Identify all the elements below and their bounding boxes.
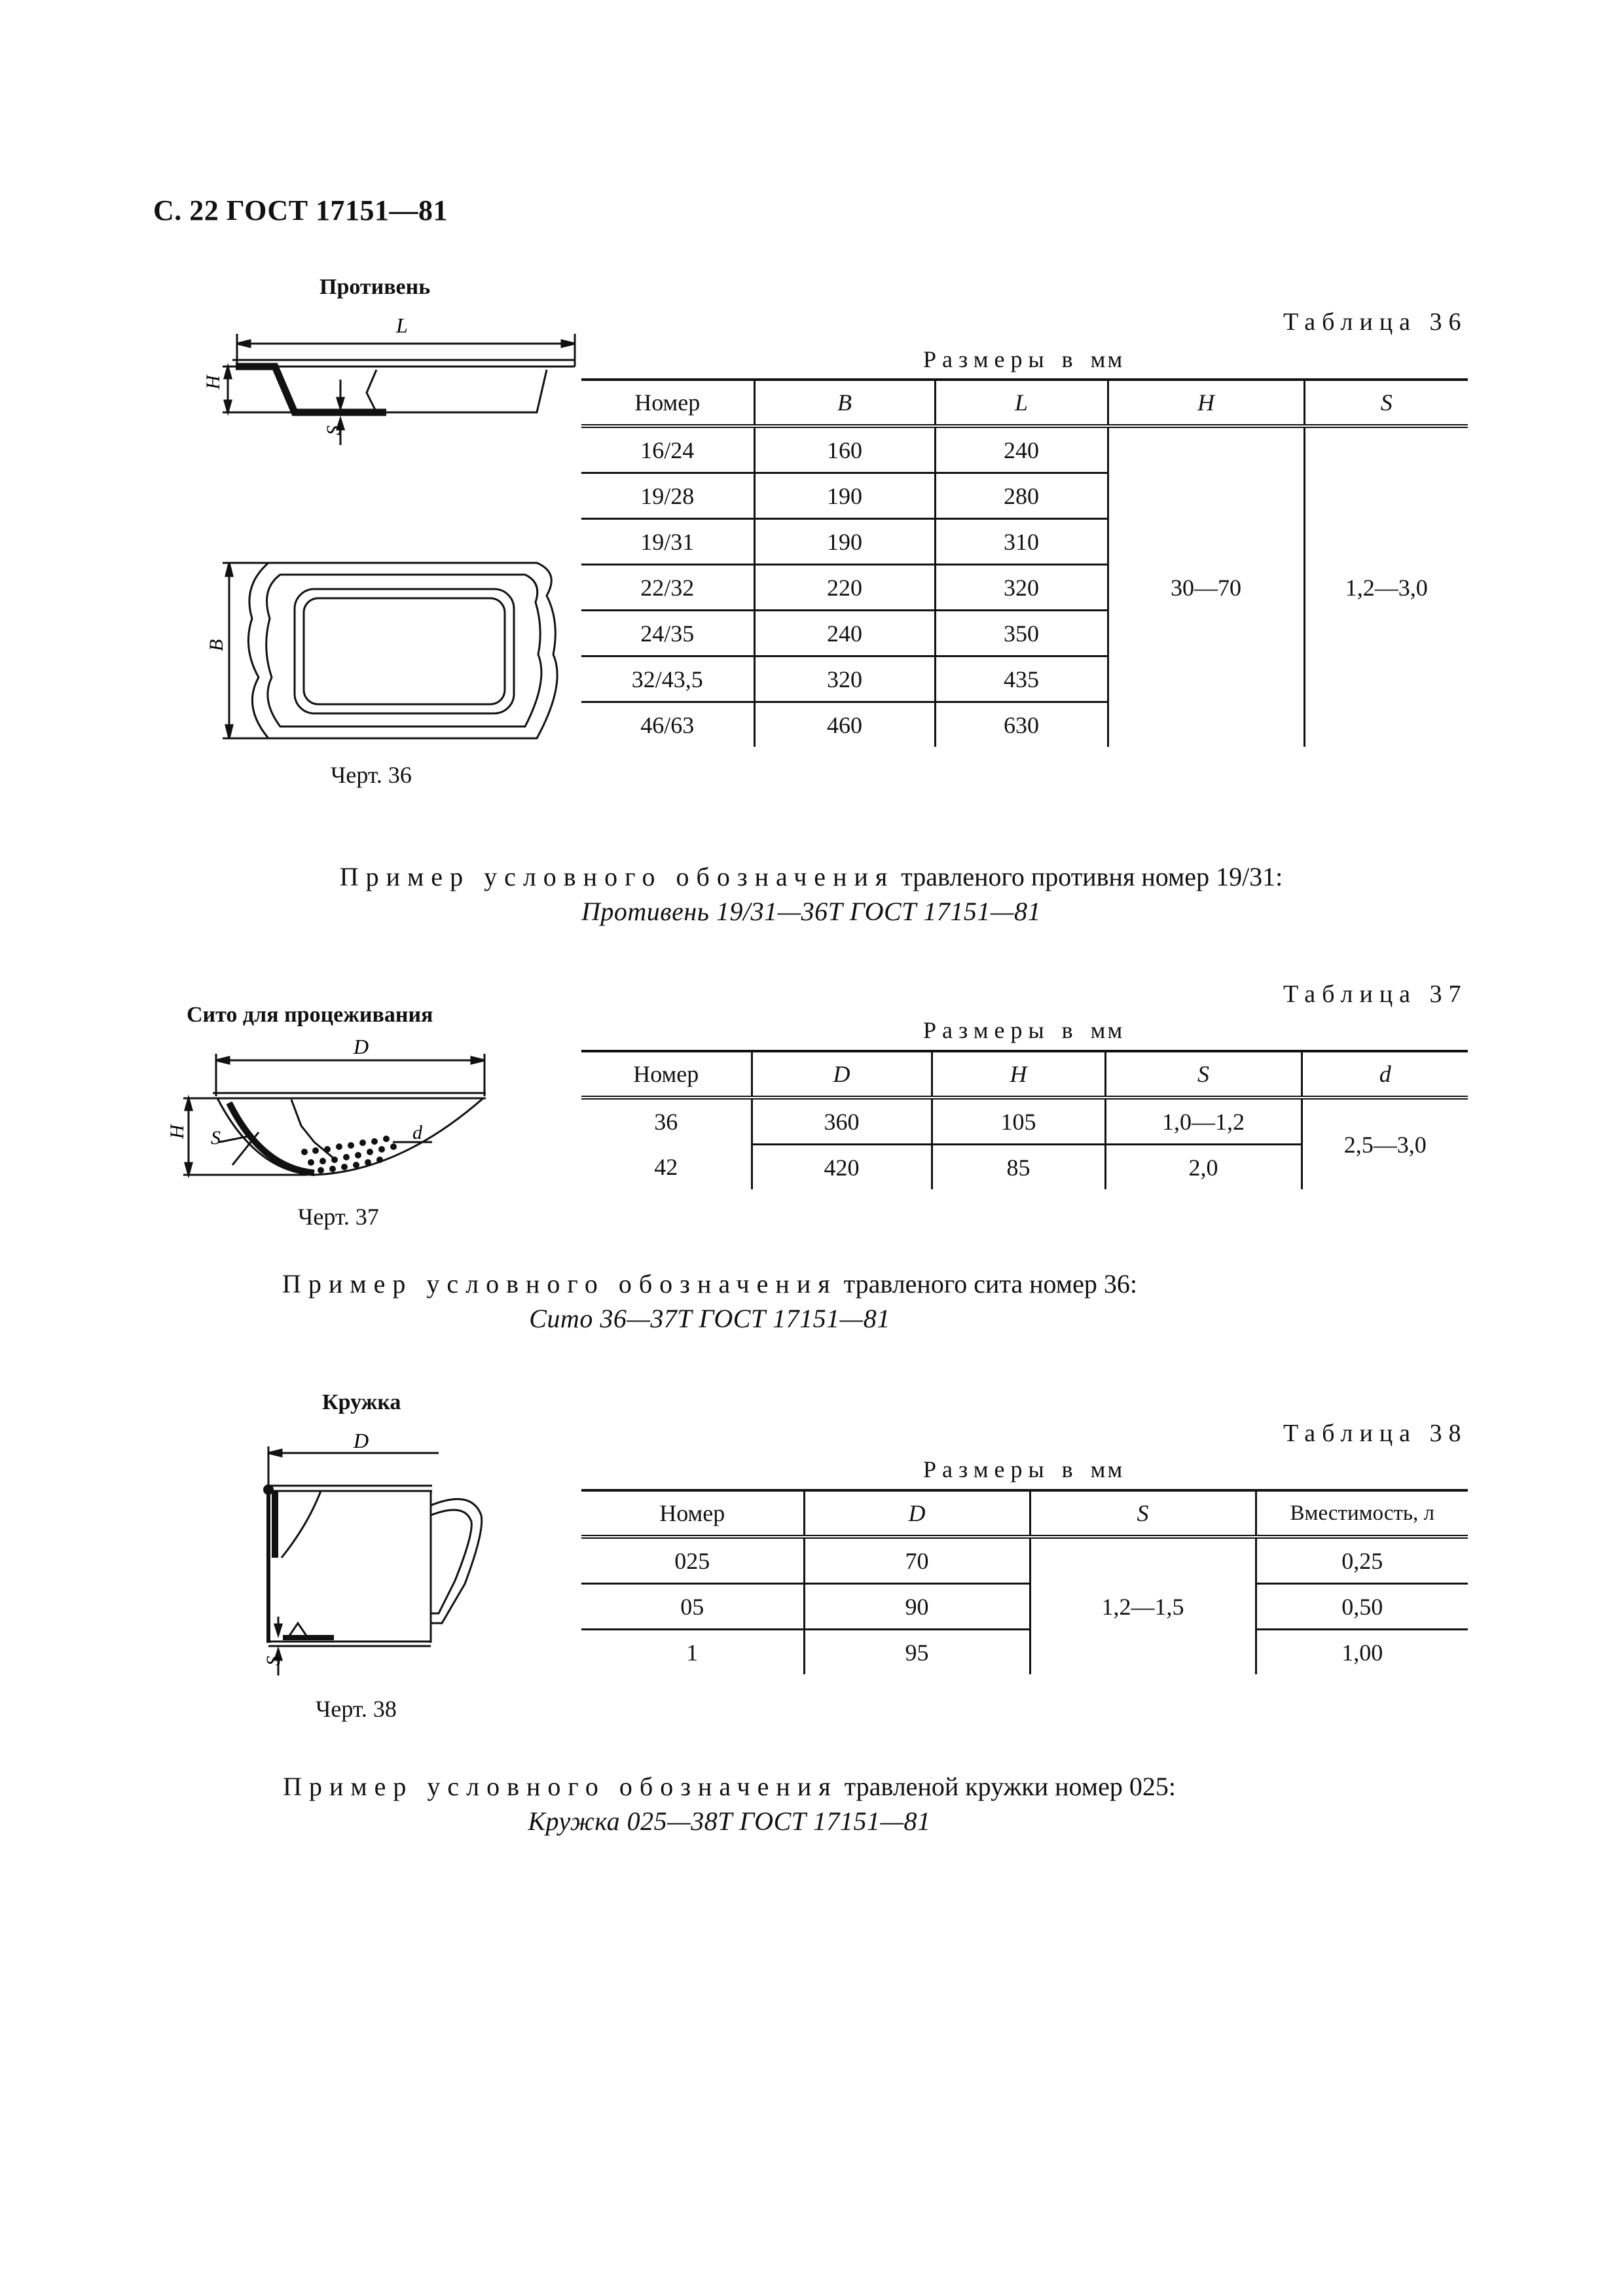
table-row xyxy=(581,1584,1468,1630)
designation-example-37: Пример условного обозначения травленого сита номер 36: Сито 36—37Т ГОСТ 17151—81 xyxy=(153,1268,1266,1334)
cell-D: 70 xyxy=(804,1537,1030,1584)
cell-L: 350 xyxy=(935,611,1108,656)
figure-title-mug: Кружка xyxy=(322,1390,401,1414)
dim-label-d: d xyxy=(412,1122,422,1143)
cell-S: 2,0 xyxy=(1105,1145,1302,1190)
cell-L: 320 xyxy=(935,565,1108,611)
cell-B: 190 xyxy=(754,473,935,519)
designation-36: Противень 19/31—36Т ГОСТ 17151—81 xyxy=(581,897,1041,926)
figure-caption-36: Черт. 36 xyxy=(331,762,412,788)
cell-number: 025 xyxy=(581,1537,804,1584)
cell-number: 22/32 xyxy=(581,565,754,611)
cell-B: 220 xyxy=(754,565,935,611)
cell-number: 19/31 xyxy=(581,519,754,565)
cell-capacity: 0,25 xyxy=(1256,1537,1468,1584)
table-header-row xyxy=(581,1051,1468,1098)
cell-number: 32/43,5 xyxy=(581,656,754,702)
cell-number: 1 xyxy=(686,1639,699,1666)
cell-number: 24/35 xyxy=(581,611,754,656)
cell-L: 630 xyxy=(935,702,1108,747)
designation-example-38: Пример условного обозначения травленой кружки номер 025: Кружка 025—38Т ГОСТ 17151—81 xyxy=(153,1771,1305,1837)
dim-label-S: S xyxy=(323,425,344,435)
dim-label-L: L xyxy=(396,314,408,337)
cell-number: 46/63 xyxy=(640,711,695,738)
units-label-38: Размеры в мм xyxy=(923,1456,1125,1482)
cell-L: 240 xyxy=(935,426,1108,473)
cell-B: 190 xyxy=(754,519,935,565)
cell-number: 19/28 xyxy=(581,473,754,519)
units-label-37: Размеры в мм xyxy=(923,1017,1125,1043)
dim-label-H: H xyxy=(166,1124,188,1139)
table-header-row xyxy=(581,380,1468,426)
cell-D: 90 xyxy=(804,1584,1030,1630)
cell-capacity: 1,00 xyxy=(1256,1630,1468,1675)
cell-B: 240 xyxy=(754,611,935,656)
cell-D: 360 xyxy=(752,1098,932,1145)
cell-L: 435 xyxy=(935,656,1108,702)
cell-number: 16/24 xyxy=(581,426,754,473)
figure-caption-37: Черт. 37 xyxy=(298,1204,379,1230)
col-header-H: H xyxy=(1108,380,1304,426)
designation-37: Сито 36—37Т ГОСТ 17151—81 xyxy=(529,1304,890,1333)
table-label-38: Таблица 38 xyxy=(1283,1420,1468,1447)
cell-H: 105 xyxy=(932,1098,1105,1145)
table-row xyxy=(581,1630,1468,1675)
cell-S-merged: 1,2—3,0 xyxy=(1304,426,1468,747)
table-label-36: Таблица 36 xyxy=(1283,308,1468,336)
col-header-L: L xyxy=(935,380,1108,426)
cell-L: 310 xyxy=(935,519,1108,565)
table-38 xyxy=(581,1489,1468,1674)
cell-D: 420 xyxy=(752,1145,932,1190)
table-header-row xyxy=(581,1490,1468,1537)
dim-label-D: D xyxy=(354,1429,369,1452)
dim-label-H: H xyxy=(202,375,224,389)
strainer-drawing xyxy=(166,1034,511,1191)
cell-L: 280 xyxy=(935,473,1108,519)
cell-number: 42 xyxy=(654,1153,678,1180)
units-label-36: Размеры в мм xyxy=(923,346,1125,372)
cell-capacity: 0,50 xyxy=(1256,1584,1468,1630)
cell-B: 160 xyxy=(754,426,935,473)
table-row xyxy=(581,1537,1468,1584)
col-header-number: Номер xyxy=(581,380,754,426)
col-header-S: S xyxy=(1030,1490,1256,1537)
table-row xyxy=(581,1098,1468,1145)
cell-B: 460 xyxy=(754,702,935,747)
cell-H: 85 xyxy=(932,1145,1105,1190)
dim-label-B: B xyxy=(206,639,227,651)
dim-label-S: S xyxy=(263,1656,284,1666)
cell-D: 95 xyxy=(804,1630,1030,1675)
figure-title-baking-tray: Противень xyxy=(319,275,431,299)
cell-d-merged: 2,5—3,0 xyxy=(1302,1098,1468,1189)
col-header-H: H xyxy=(932,1051,1105,1098)
baking-tray-drawing xyxy=(196,314,589,772)
table-36 xyxy=(581,378,1468,747)
cell-H-merged: 30—70 xyxy=(1108,426,1304,747)
cell-S-merged: 1,2—1,5 xyxy=(1030,1537,1256,1674)
col-header-S: S xyxy=(1304,380,1468,426)
cell-number: 36 xyxy=(654,1109,678,1136)
designation-example-36: Пример условного обозначения травленого противня номер 19/31: Противень 19/31—36Т ГОСТ 17151—81 xyxy=(153,861,1469,927)
col-header-d: d xyxy=(1302,1051,1468,1098)
col-header-S: S xyxy=(1105,1051,1302,1098)
page-header: С. 22 ГОСТ 17151—81 xyxy=(153,194,448,226)
col-header-capacity: Вместимость, л xyxy=(1256,1490,1468,1537)
cell-S: 1,0—1,2 xyxy=(1105,1098,1302,1145)
figure-caption-38: Черт. 38 xyxy=(316,1696,397,1722)
dim-label-S: S xyxy=(211,1127,221,1149)
col-header-number: Номер xyxy=(581,1490,804,1537)
col-header-B: B xyxy=(754,380,935,426)
dim-label-D: D xyxy=(354,1035,369,1058)
cell-number: 05 xyxy=(581,1584,804,1630)
mug-drawing xyxy=(255,1427,530,1702)
col-header-number: Номер xyxy=(581,1051,752,1098)
col-header-D: D xyxy=(804,1490,1030,1537)
col-header-D: D xyxy=(752,1051,932,1098)
figure-title-strainer: Сито для процеживания xyxy=(187,1003,433,1027)
table-row xyxy=(581,426,1468,473)
designation-38: Кружка 025—38Т ГОСТ 17151—81 xyxy=(528,1806,931,1836)
cell-B: 320 xyxy=(754,656,935,702)
table-label-37: Таблица 37 xyxy=(1283,980,1468,1008)
table-37 xyxy=(581,1050,1468,1189)
